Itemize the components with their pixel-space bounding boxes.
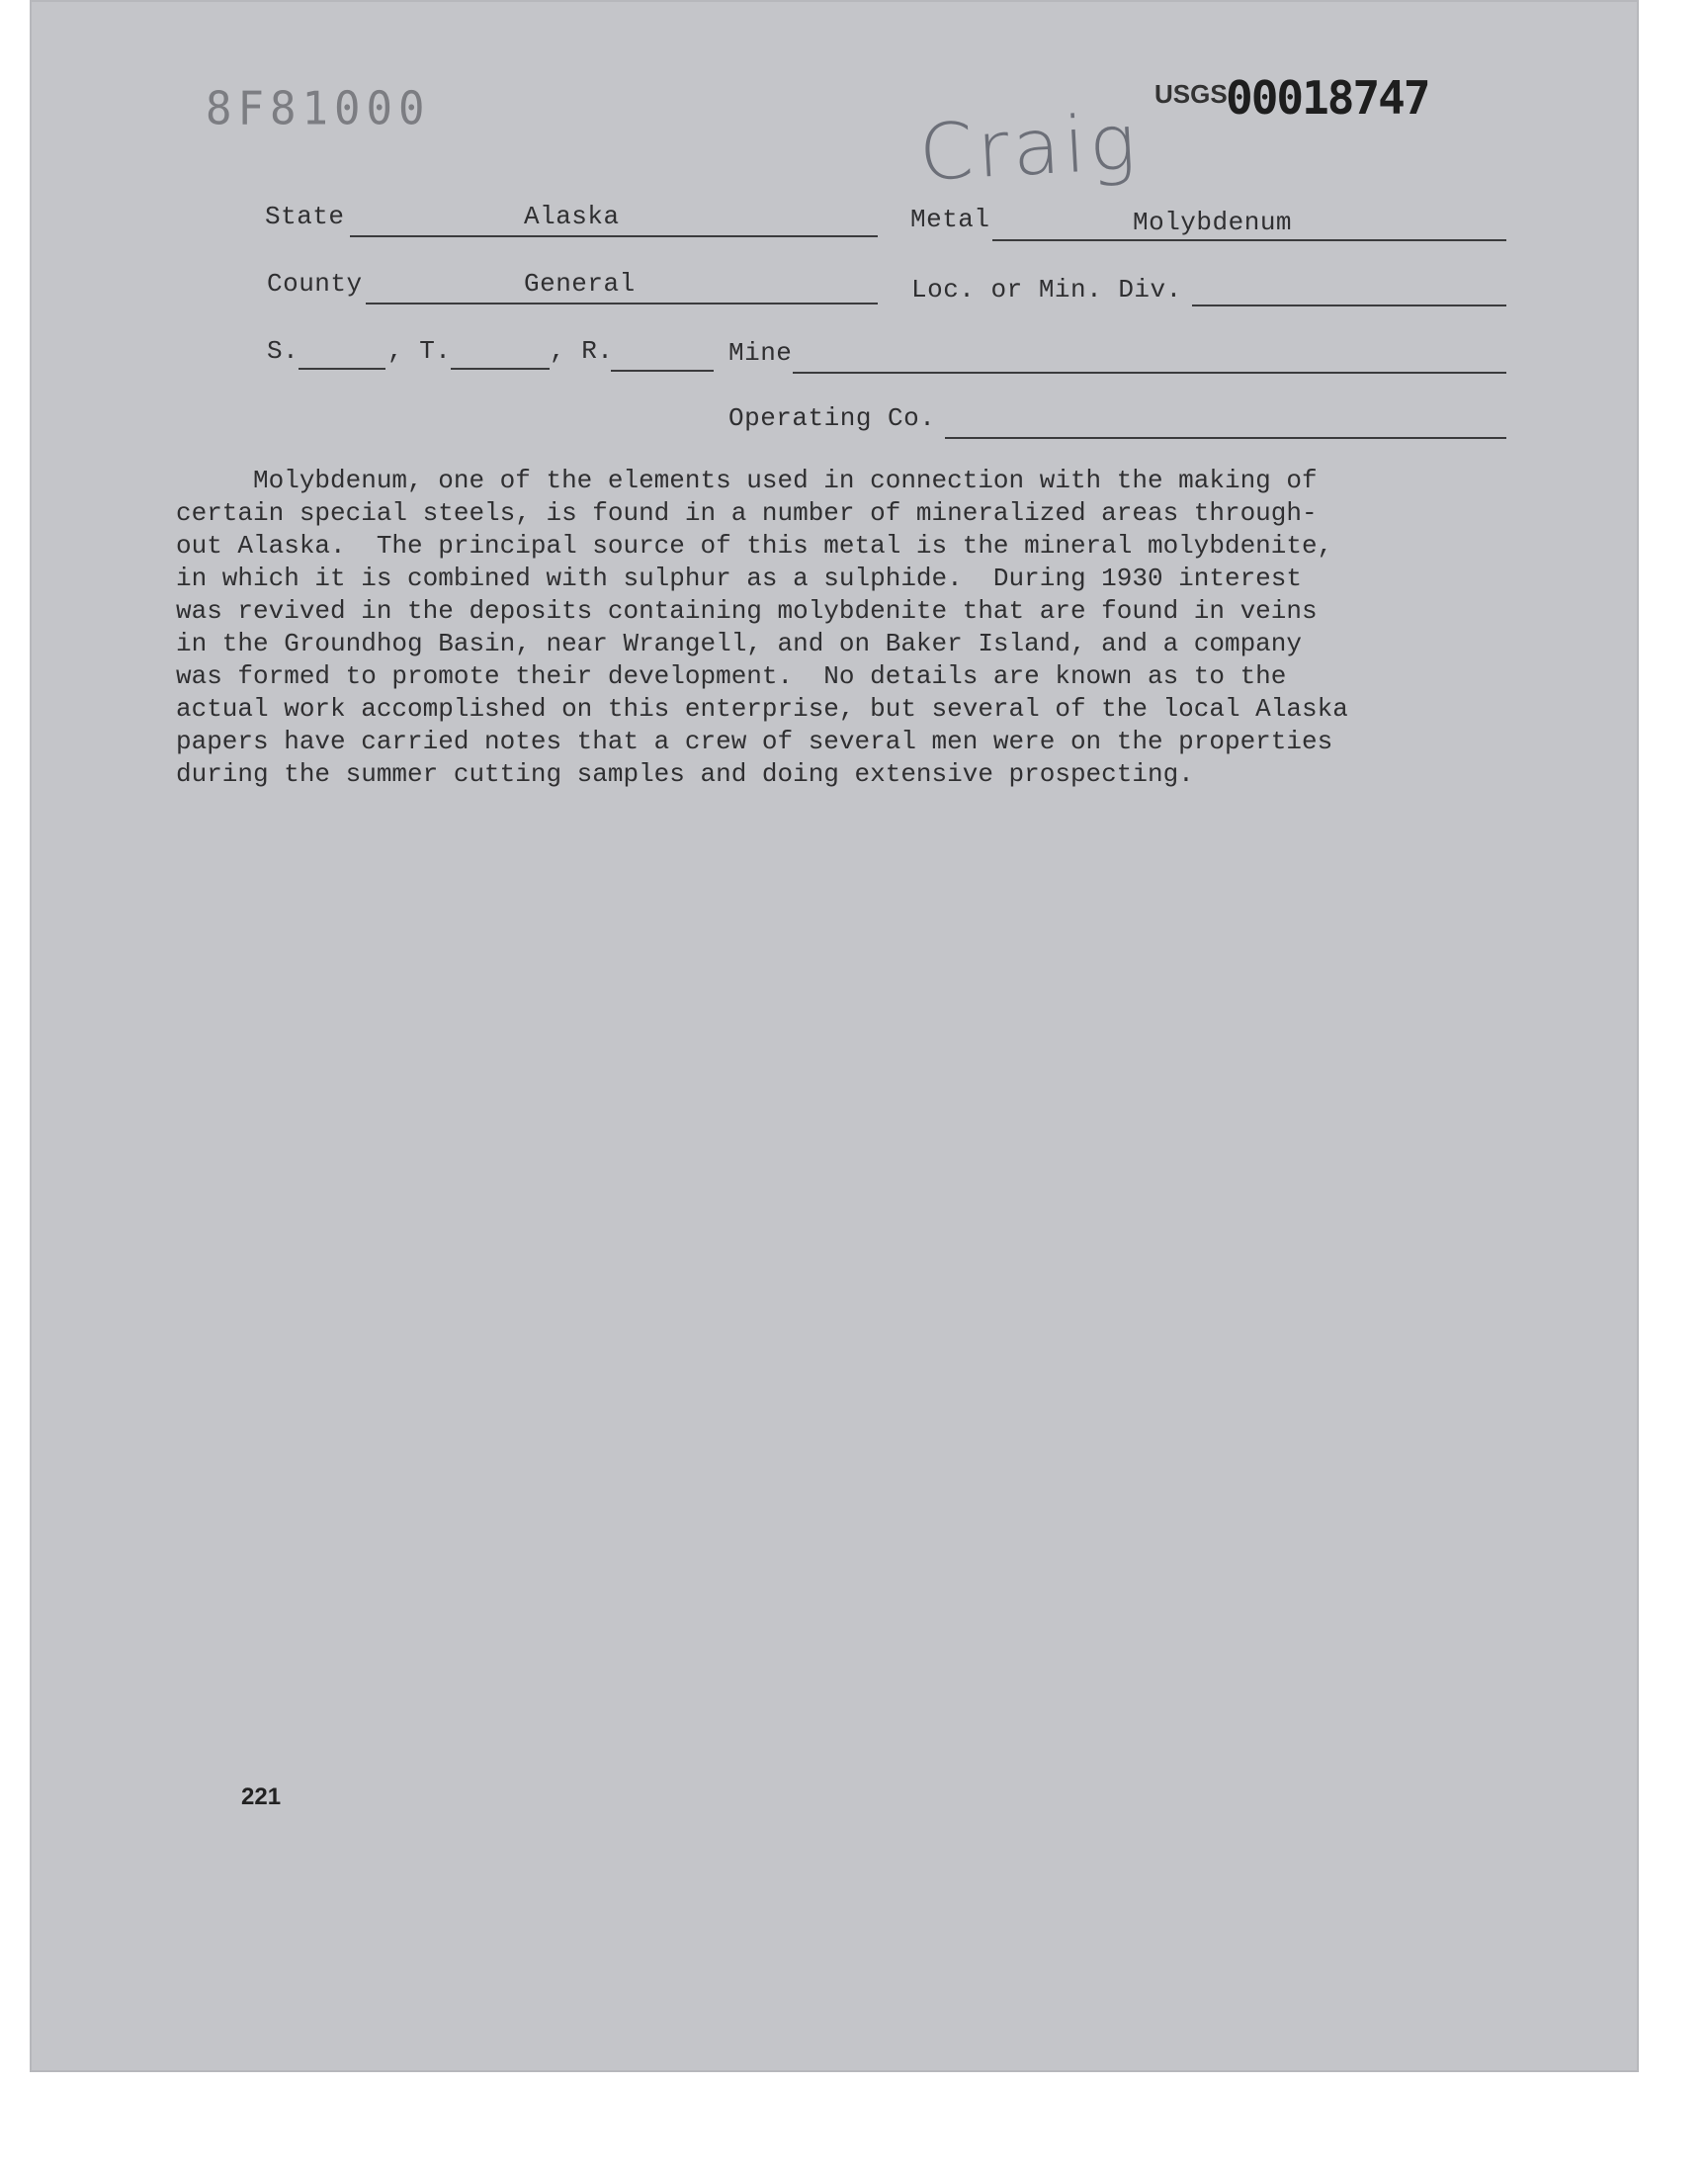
township-label: , T. [387,336,452,366]
loc-min-div-label: Loc. or Min. Div. [911,275,1182,304]
metal-label: Metal [910,205,990,234]
county-label: County [267,269,363,299]
usgs-stamped-number: 00018747 [1226,71,1429,125]
body-line: during the summer cutting samples and doing extensive prospecting. [176,759,1194,789]
township-underline [451,368,550,370]
body-line: actual work accomplished on this enterprise, but several of the local Alaska [176,694,1348,724]
range-underline [611,370,714,372]
operating-co-label: Operating Co. [728,403,936,433]
body-line: in the Groundhog Basin, near Wrangell, and on Baker Island, and a company [176,629,1302,658]
body-line: certain special steels, is found in a number of mineralized areas through- [176,498,1318,528]
state-label: State [265,202,345,231]
mine-underline [793,372,1506,374]
page-number: 221 [241,1784,282,1810]
range-label: , R. [550,336,614,366]
mine-label: Mine [728,338,793,368]
county-underline [366,303,878,304]
body-line: Molybdenum, one of the elements used in connection with the making of [176,466,1318,495]
loc-min-div-underline [1192,304,1506,306]
county-value: General [524,269,636,299]
state-value: Alaska [524,202,620,231]
usgs-label: USGS [1154,79,1228,109]
document-sheet [30,0,1639,2072]
stamped-number-left: 8F81000 [206,82,431,136]
body-line: was formed to promote their development. No details are known as to the [176,661,1287,691]
body-paragraph [176,465,1461,791]
operating-co-underline [945,437,1506,439]
body-line: in which it is combined with sulphur as a sulphide. During 1930 interest [176,564,1302,593]
body-line: papers have carried notes that a crew of several men were on the properties [176,727,1333,756]
section-label: S. [267,336,299,366]
section-underline [299,368,385,370]
state-underline [350,235,878,237]
body-line: out Alaska. The principal source of this metal is the mineral molybdenite, [176,531,1333,561]
handwritten-annotation: Craig [916,98,1143,199]
metal-value: Molybdenum [1133,208,1293,237]
metal-underline [992,239,1506,241]
body-line: was revived in the deposits containing molybdenite that are found in veins [176,596,1318,626]
